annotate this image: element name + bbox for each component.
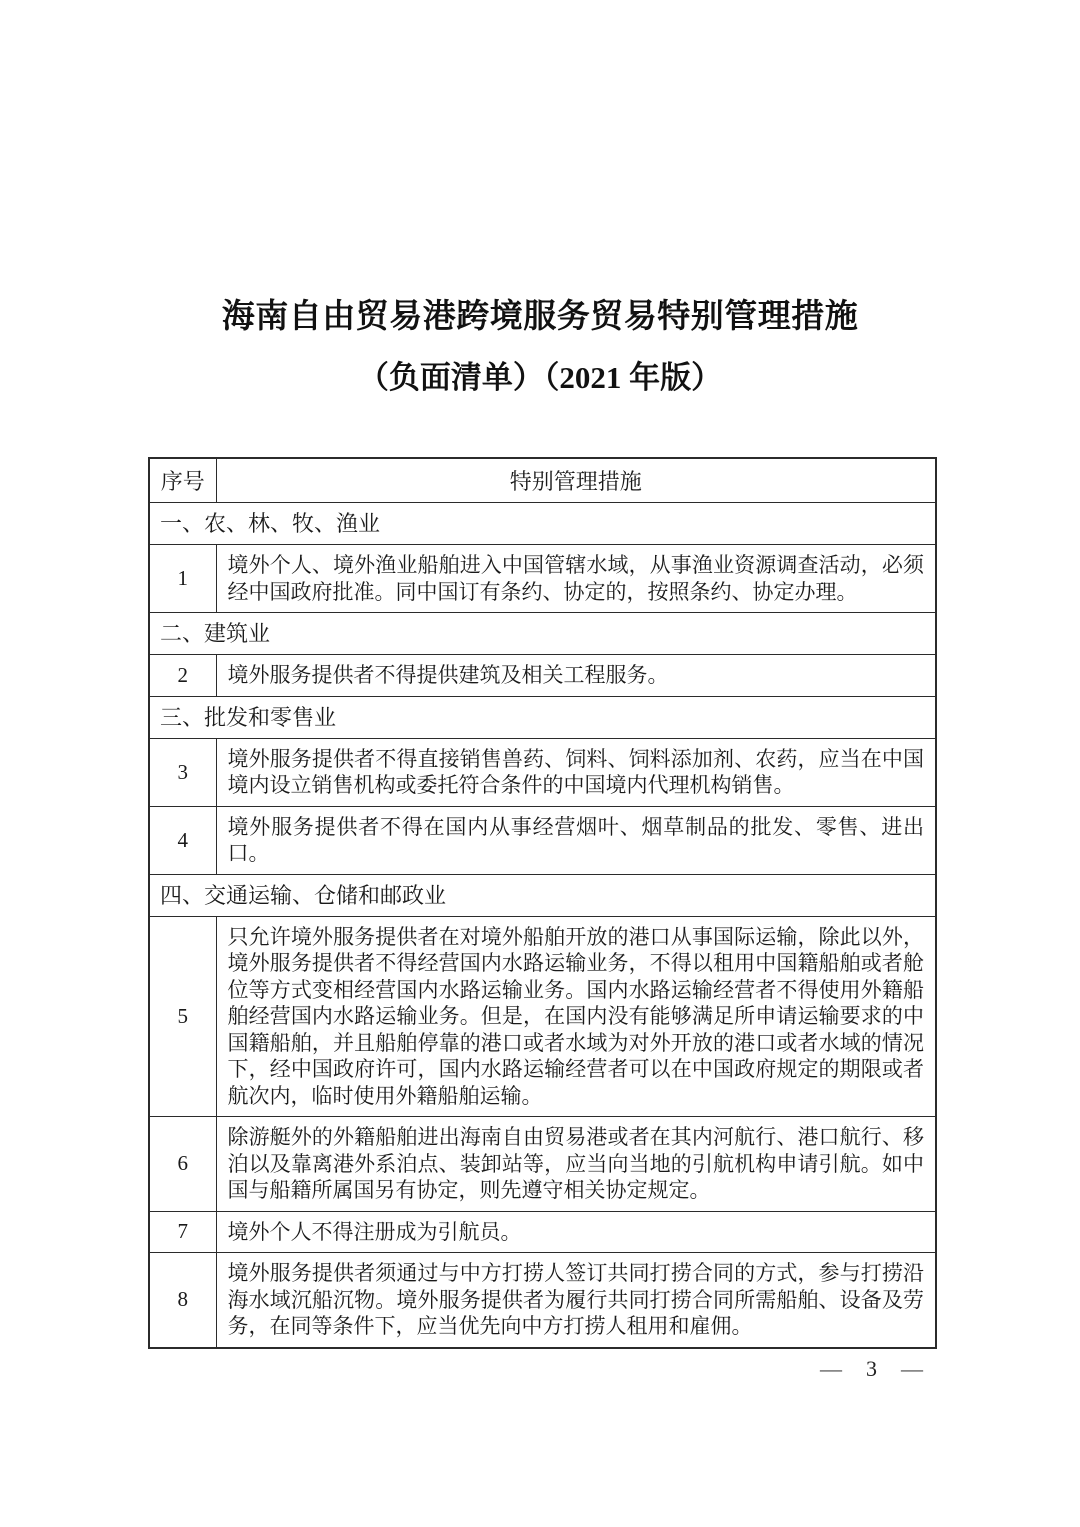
header-index-label: 序号 [149,458,216,503]
header-measures-label: 特别管理措施 [216,458,936,503]
measure-text: 境外个人、境外渔业船舶进入中国管辖水域，从事渔业资源调查活动，必须经中国政府批准。同中国订有条约、协定的，按照条约、协定办理。 [216,545,936,613]
measure-index: 4 [149,806,216,874]
measure-row [149,655,936,697]
measures-table-body [149,503,936,1348]
measure-index: 3 [149,738,216,806]
section-row [149,874,936,916]
measure-row [149,1253,936,1348]
section-label: 一、农、林、牧、渔业 [149,503,936,545]
measure-text: 境外服务提供者不得在国内从事经营烟叶、烟草制品的批发、零售、进出口。 [216,806,936,874]
measure-index: 7 [149,1211,216,1253]
measure-row [149,1117,936,1212]
page-number: 3 [866,1356,877,1381]
document-subtitle: （负面清单）（2021 年版） [357,360,723,395]
measure-index: 6 [149,1117,216,1212]
section-row [149,613,936,655]
document-title: 海南自由贸易港跨境服务贸易特别管理措施 [221,299,859,335]
section-label: 二、建筑业 [149,613,936,655]
header-row [149,458,936,503]
footer-right-dash: — [901,1356,923,1381]
page-footer [0,1356,1080,1382]
measure-row [149,545,936,613]
measure-text: 除游艇外的外籍船舶进出海南自由贸易港或者在其内河航行、港口航行、移泊以及靠离港外系泊点、装卸站等，应当向当地的引航机构申请引航。如中国与船籍所属国另有协定，则先遵守相关协定规定。 [216,1117,936,1212]
measure-text: 境外服务提供者不得提供建筑及相关工程服务。 [216,655,936,697]
measures-table [148,457,937,1349]
section-row [149,503,936,545]
measure-index: 2 [149,655,216,697]
measure-index: 8 [149,1253,216,1348]
measure-index: 1 [149,545,216,613]
measure-row [149,738,936,806]
measure-text: 境外服务提供者须通过与中方打捞人签订共同打捞合同的方式，参与打捞沿海水域沉船沉物。境外服务提供者为履行共同打捞合同所需船舶、设备及劳务，在同等条件下，应当优先向中方打捞人租用和雇佣。 [216,1253,936,1348]
measure-row [149,916,936,1117]
section-label: 四、交通运输、仓储和邮政业 [149,874,936,916]
section-row [149,696,936,738]
measure-index: 5 [149,916,216,1117]
measure-row [149,1211,936,1253]
measures-table-container [148,457,937,1349]
section-label: 三、批发和零售业 [149,696,936,738]
measure-text: 只允许境外服务提供者在对境外船舶开放的港口从事国际运输，除此以外，境外服务提供者不得经营国内水路运输业务，不得以租用中国籍船舶或者舱位等方式变相经营国内水路运输业务。国内水路运输经营者不得使用外籍船舶经营国内水路运输业务。但是，在国内没有能够满足所申请运输要求的中国籍船舶，并且船舶停靠的港口或者水域为对外开放的港口或者水域的情况下，经中国政府许可，国内水路运输经营者可以在中国政府规定的期限或者航次内，临时使用外籍船舶运输。 [216,916,936,1117]
measure-text: 境外个人不得注册成为引航员。 [216,1211,936,1253]
measures-table-head [149,458,936,503]
measure-row [149,806,936,874]
footer-left-dash: — [820,1356,842,1381]
measure-text: 境外服务提供者不得直接销售兽药、饲料、饲料添加剂、农药，应当在中国境内设立销售机构或委托符合条件的中国境内代理机构销售。 [216,738,936,806]
